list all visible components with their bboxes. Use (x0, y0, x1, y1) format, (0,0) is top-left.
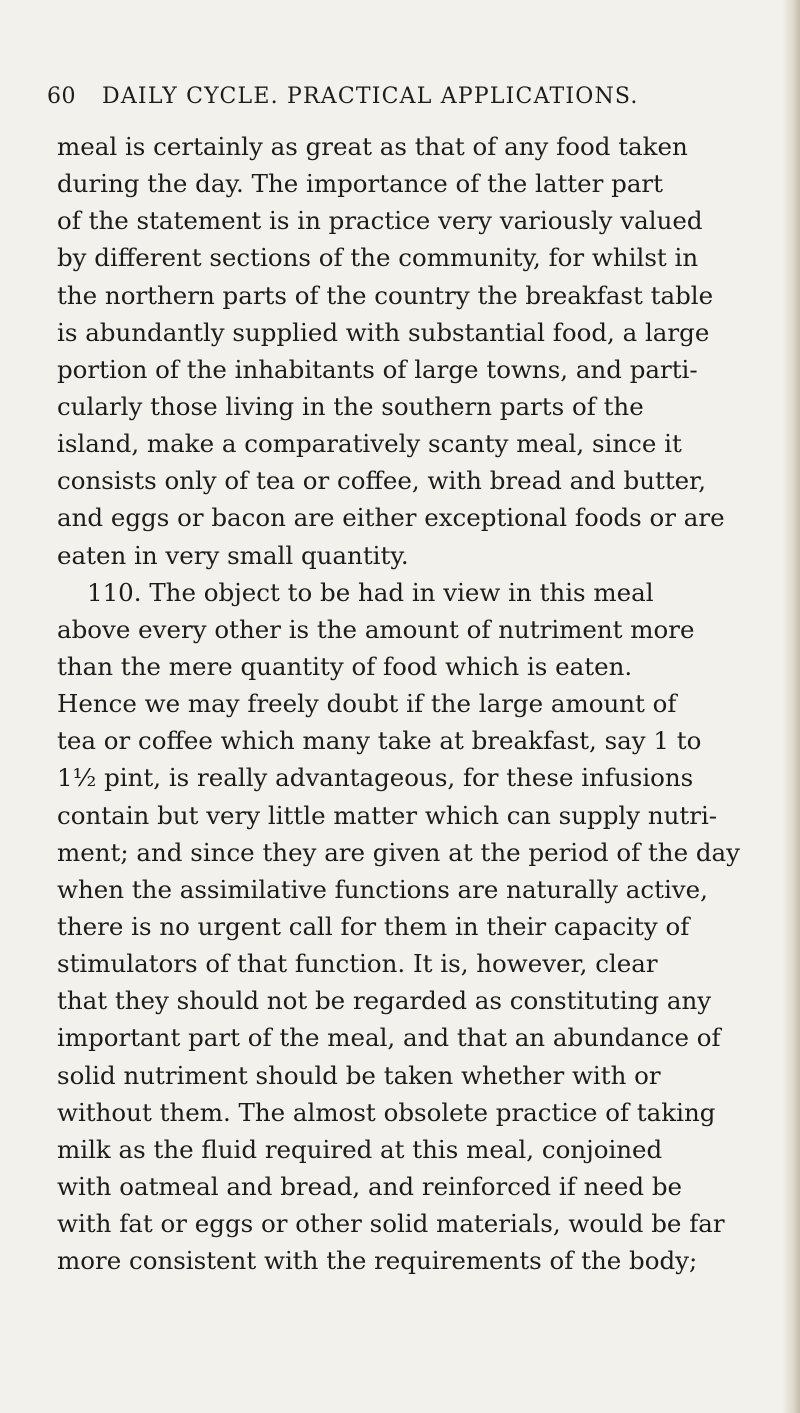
body-text (57, 128, 787, 1279)
text-line: by different sections of the community, for whilst in (57, 243, 699, 273)
page-edge-shadow (782, 0, 800, 1413)
text-line: above every other is the amount of nutriment more (57, 614, 695, 644)
text-line: tea or coffee which many take at breakfast, say 1 to (57, 726, 702, 756)
text-line: stimulators of that function. It is, however, clear (57, 949, 658, 979)
text-line: portion of the inhabitants of large towns, and parti- (57, 354, 698, 384)
text-line: meal is certainly as great as that of any food taken (57, 132, 688, 161)
text-line: important part of the meal, and that an abundance of (57, 1023, 721, 1053)
text-line: with fat or eggs or other solid materials, would be far (57, 1209, 725, 1239)
text-line: cularly those living in the southern parts of the (57, 391, 644, 421)
text-line: 1½ pint, is really advantageous, for these infusions (57, 763, 694, 793)
text-line: contain but very little matter which can supply nutri- (57, 800, 718, 830)
text-line: is abundantly supplied with substantial food, a large (57, 317, 710, 347)
text-line: the northern parts of the country the breakfast table (57, 280, 714, 310)
text-line: more consistent with the requirements of the body; (57, 1246, 698, 1276)
text-line: solid nutriment should be taken whether with or (57, 1060, 661, 1090)
page-number: 60 (47, 84, 76, 109)
text-line: eaten in very small quantity. (57, 540, 409, 570)
text-line: when the assimilative functions are naturally active, (57, 874, 708, 904)
page-header (47, 80, 727, 120)
text-line: with oatmeal and bread, and reinforced if need be (57, 1171, 683, 1201)
text-line: ment; and since they are given at the period of the day (57, 837, 740, 867)
text-line: milk as the fluid required at this meal, conjoined (57, 1134, 663, 1164)
text-line: without them. The almost obsolete practice of taking (57, 1097, 716, 1127)
text-line: that they should not be regarded as constituting any (57, 986, 712, 1016)
text-line: than the mere quantity of food which is eaten. (57, 651, 633, 681)
text-line: of the statement is in practice very variously valued (57, 206, 703, 236)
text-line: and eggs or bacon are either exceptional foods or are (57, 503, 725, 533)
text-line: Hence we may freely doubt if the large amount of (57, 689, 677, 719)
running-head: DAILY CYCLE. PRACTICAL APPLICATIONS. (102, 84, 639, 109)
text-line: island, make a comparatively scanty meal, since it (57, 429, 682, 459)
text-line: during the day. The importance of the latter part (57, 169, 663, 199)
text-line: consists only of tea or coffee, with bread and butter, (57, 466, 706, 496)
text-line: there is no urgent call for them in their capacity of (57, 911, 690, 941)
paragraph-start-line: 110. The object to be had in view in this meal (87, 577, 654, 607)
